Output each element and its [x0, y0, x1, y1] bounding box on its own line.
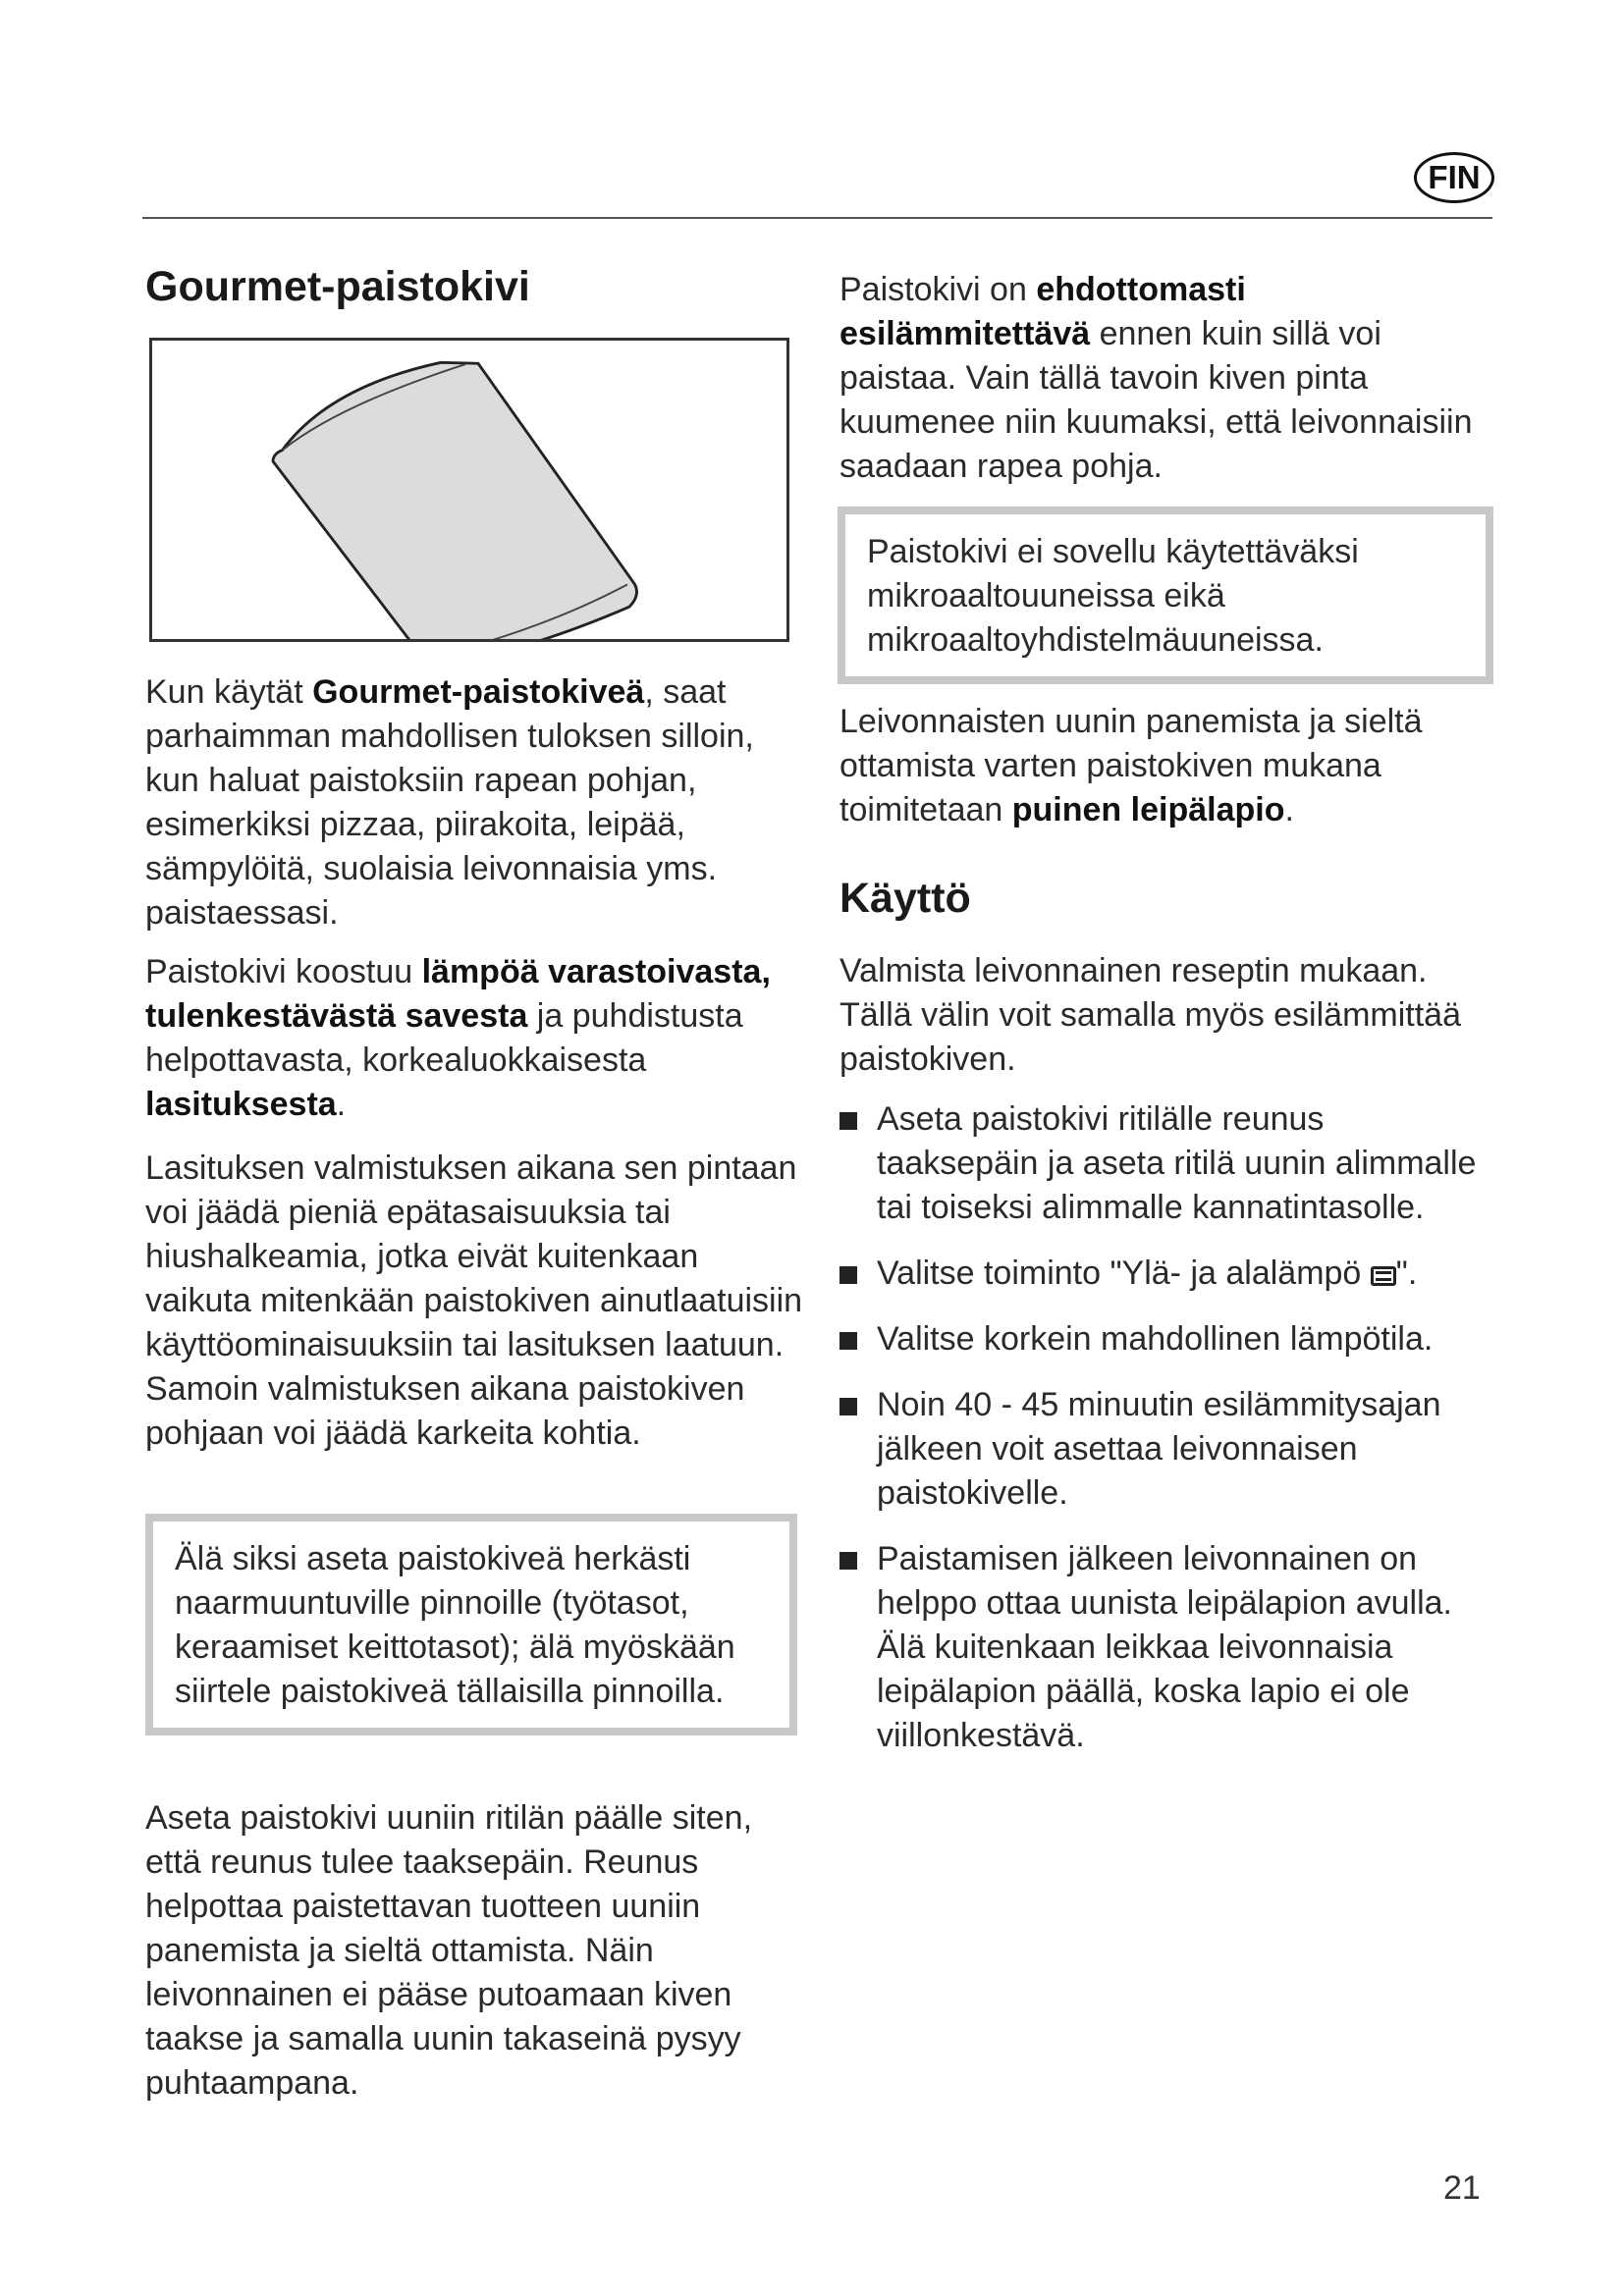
warning-note-surfaces: [145, 1514, 797, 1735]
bullet-square-icon: [839, 1266, 857, 1284]
placement-paragraph: Aseta paistokivi uuniin ritilän päälle siten, että reunus tulee taaksepäin. Reunus helpottaa paistettavan tuotteen uuniin panemista ja sieltä ottamista. Näin leivonnainen ei pääse putoamaan kiven taakse ja samalla uunin takaseinä pysyy puhtaampana.: [145, 1799, 753, 2102]
step-item: Paistamisen jälkeen leivonnainen on helppo ottaa uunista leipälapion avulla. Älä kuitenkaan leikkaa leivonnaisia leipälapion päällä, koska lapio ei ole viillonkestävä.: [839, 1537, 1488, 1758]
glazing-paragraph: Lasituksen valmistuksen aikana sen pintaan voi jäädä pieniä epätasaisuuksia tai hiushalkeamia, jotka eivät kuitenkaan vaikuta mitenkään paistokiven ainutlaatuisiin käyttöominaisuuksiin tai lasituksen laatuun. Samoin valmistuksen aikana paistokiven pohjaan voi jäädä karkeita kohtia.: [145, 1149, 803, 1452]
section-title-usage: Käyttö: [839, 875, 971, 922]
microwave-note-text: Paistokivi ei sovellu käytettäväksi mikroaaltouuneissa eikä mikroaaltoyhdistelmäuuneissa.: [867, 533, 1359, 659]
step-item: Valitse korkein mahdollinen lämpötila.: [839, 1317, 1488, 1362]
peel-paragraph: Leivonnaisten uunin panemista ja sieltä ottamista varten paistokiven mukana toimitetaan puinen leipälapio.: [839, 703, 1423, 828]
page-number: 21: [1443, 2169, 1481, 2207]
preheat-paragraph: Paistokivi on ehdottomasti esilämmitettävä ennen kuin sillä voi paistaa. Vain tällä tavoin kiven pinta kuumenee niin kuumaksi, että leivonnaisiin saadaan rapea pohja.: [839, 271, 1473, 485]
material-paragraph: Paistokivi koostuu lämpöä varastoivasta, tulenkestävästä savesta ja puhdistusta helpottavasta, korkealuokkaisesta lasituksesta.: [145, 953, 771, 1123]
bullet-square-icon: [839, 1552, 857, 1570]
baking-stone-illustration: [149, 338, 789, 642]
bullet-square-icon: [839, 1332, 857, 1350]
usage-paragraph: Valmista leivonnainen reseptin mukaan. Tällä välin voit samalla myös esilämmittää paistokiven.: [839, 952, 1461, 1078]
microwave-note: [838, 507, 1493, 684]
step-item: Aseta paistokivi ritilälle reunus taaksepäin ja aseta ritilä uunin alimmalle tai toiseksi alimmalle kannatintasolle.: [839, 1097, 1488, 1230]
step-item: Valitse toiminto "Ylä- ja alalämpö ".: [839, 1252, 1488, 1296]
bullet-square-icon: [839, 1112, 857, 1130]
step-item: Noin 40 - 45 minuutin esilämmitysajan jälkeen voit asettaa leivonnaisen paistokivelle.: [839, 1383, 1488, 1516]
section-title-gourmet: Gourmet-paistokivi: [145, 263, 530, 310]
bullet-square-icon: [839, 1398, 857, 1415]
usage-steps: [839, 1097, 1488, 1780]
warning-note-text: Älä siksi aseta paistokiveä herkästi naarmuuntuville pinnoille (työtasot, keraamiset keittotasot); älä myöskään siirtele paistokiveä tällaisilla pinnoilla.: [175, 1540, 735, 1710]
top-bottom-heat-icon: [1371, 1266, 1396, 1286]
baking-stone-icon: [152, 341, 786, 639]
language-badge: FIN: [1414, 152, 1494, 203]
intro-paragraph: Kun käytät Gourmet-paistokiveä, saat parhaimman mahdollisen tuloksen silloin, kun haluat paistoksiin rapean pohjan, esimerkiksi pizzaa, piirakoita, leipää, sämpylöitä, suolaisia leivonnaisia yms. paistaessasi.: [145, 673, 754, 932]
header-rule: [142, 217, 1492, 219]
